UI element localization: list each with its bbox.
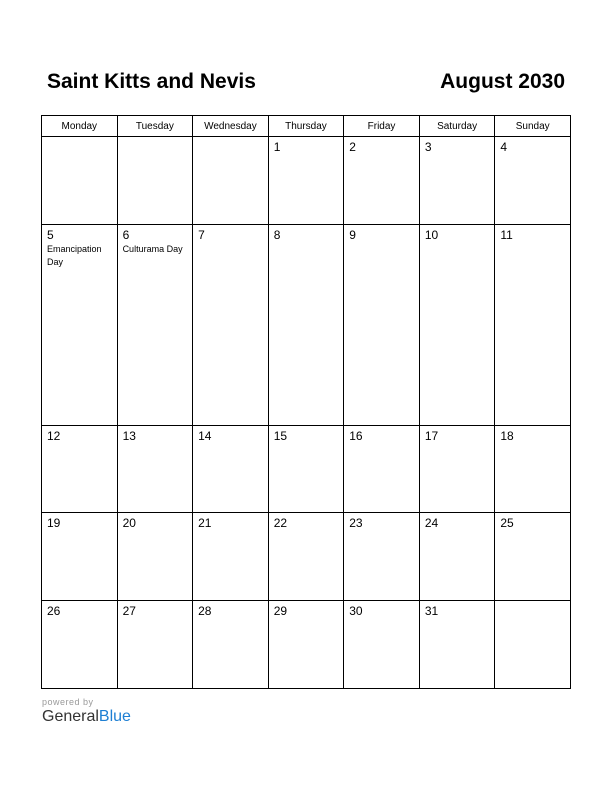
- day-number: 7: [198, 227, 205, 242]
- day-number: 24: [424, 516, 439, 531]
- day-cell: [268, 601, 344, 689]
- footer-branding: [42, 697, 131, 726]
- holiday-label: Culturama Day: [122, 243, 183, 254]
- day-cell: [42, 224, 118, 425]
- day-cell: [42, 137, 118, 225]
- day-number: 16: [349, 428, 363, 443]
- day-cell: [419, 137, 495, 225]
- day-number: 8: [273, 227, 281, 242]
- weekday-header: Monday: [42, 116, 118, 137]
- day-cell: [419, 601, 495, 689]
- week-row: [42, 425, 571, 513]
- day-cell: [495, 513, 571, 601]
- day-cell: [419, 513, 495, 601]
- calendar-grid: [41, 115, 571, 689]
- day-cell: [495, 137, 571, 225]
- day-cell: [42, 425, 118, 513]
- day-number: 11: [500, 227, 513, 242]
- day-number: 18: [500, 428, 514, 443]
- holiday-label: Emancipation Day: [47, 243, 102, 267]
- generalblue-logo: [42, 708, 131, 726]
- day-number: 13: [122, 428, 136, 443]
- day-cell: [117, 224, 193, 425]
- day-cell: [495, 601, 571, 689]
- day-number: 31: [424, 604, 439, 619]
- week-row: [42, 137, 571, 225]
- day-cell: [193, 425, 269, 513]
- week-row: [42, 224, 571, 425]
- calendar-month-title: August 2030: [440, 70, 565, 93]
- day-number: 26: [47, 604, 61, 619]
- day-number: 17: [424, 428, 439, 443]
- day-cell: [268, 224, 344, 425]
- weekday-header: Sunday: [495, 116, 571, 137]
- day-number: 5: [47, 227, 54, 242]
- day-cell: [419, 224, 495, 425]
- weekday-header: Tuesday: [117, 116, 193, 137]
- day-cell: [117, 513, 193, 601]
- day-number: 6: [122, 227, 130, 242]
- day-number: 28: [198, 604, 212, 619]
- day-cell: [193, 137, 269, 225]
- day-number: 25: [500, 516, 514, 531]
- day-cell: [344, 513, 420, 601]
- day-number: 14: [198, 428, 212, 443]
- day-cell: [268, 137, 344, 225]
- weekday-header-row: [42, 116, 571, 137]
- day-number: 29: [273, 604, 288, 619]
- weekday-header: Thursday: [268, 116, 344, 137]
- day-cell: [193, 224, 269, 425]
- day-number: 3: [424, 140, 432, 154]
- day-number: 21: [198, 516, 212, 531]
- day-cell: [495, 425, 571, 513]
- day-number: 15: [273, 428, 288, 443]
- day-cell: [268, 513, 344, 601]
- day-number: 27: [122, 604, 136, 619]
- week-row: [42, 513, 571, 601]
- calendar-country-title: Saint Kitts and Nevis: [47, 70, 256, 93]
- day-cell: [193, 601, 269, 689]
- weekday-header: Friday: [344, 116, 420, 137]
- brand-blue: Blue: [98, 708, 131, 725]
- day-number: 12: [47, 428, 61, 443]
- day-cell: [42, 513, 118, 601]
- day-number: 22: [273, 516, 288, 531]
- day-cell: [42, 601, 118, 689]
- powered-by-label: powered by: [42, 697, 94, 707]
- day-number: 23: [349, 516, 363, 531]
- day-cell: [344, 425, 420, 513]
- weekday-header: Wednesday: [193, 116, 269, 137]
- day-number: 2: [349, 140, 356, 154]
- day-cell: [117, 425, 193, 513]
- day-cell: [344, 601, 420, 689]
- day-cell: [344, 224, 420, 425]
- brand-general: General: [42, 708, 99, 725]
- day-number: 9: [349, 227, 356, 242]
- weekday-header: Saturday: [419, 116, 495, 137]
- day-number: 1: [273, 140, 281, 154]
- day-cell: [117, 601, 193, 689]
- day-number: 4: [500, 140, 508, 154]
- day-number: 19: [47, 516, 61, 531]
- day-number: 30: [349, 604, 363, 619]
- day-cell: [268, 425, 344, 513]
- day-number: 20: [122, 516, 136, 531]
- week-row: [42, 601, 571, 689]
- day-cell: [419, 425, 495, 513]
- day-cell: [117, 137, 193, 225]
- day-cell: [193, 513, 269, 601]
- day-cell: [344, 137, 420, 225]
- day-cell: [495, 224, 571, 425]
- day-number: 10: [424, 227, 439, 242]
